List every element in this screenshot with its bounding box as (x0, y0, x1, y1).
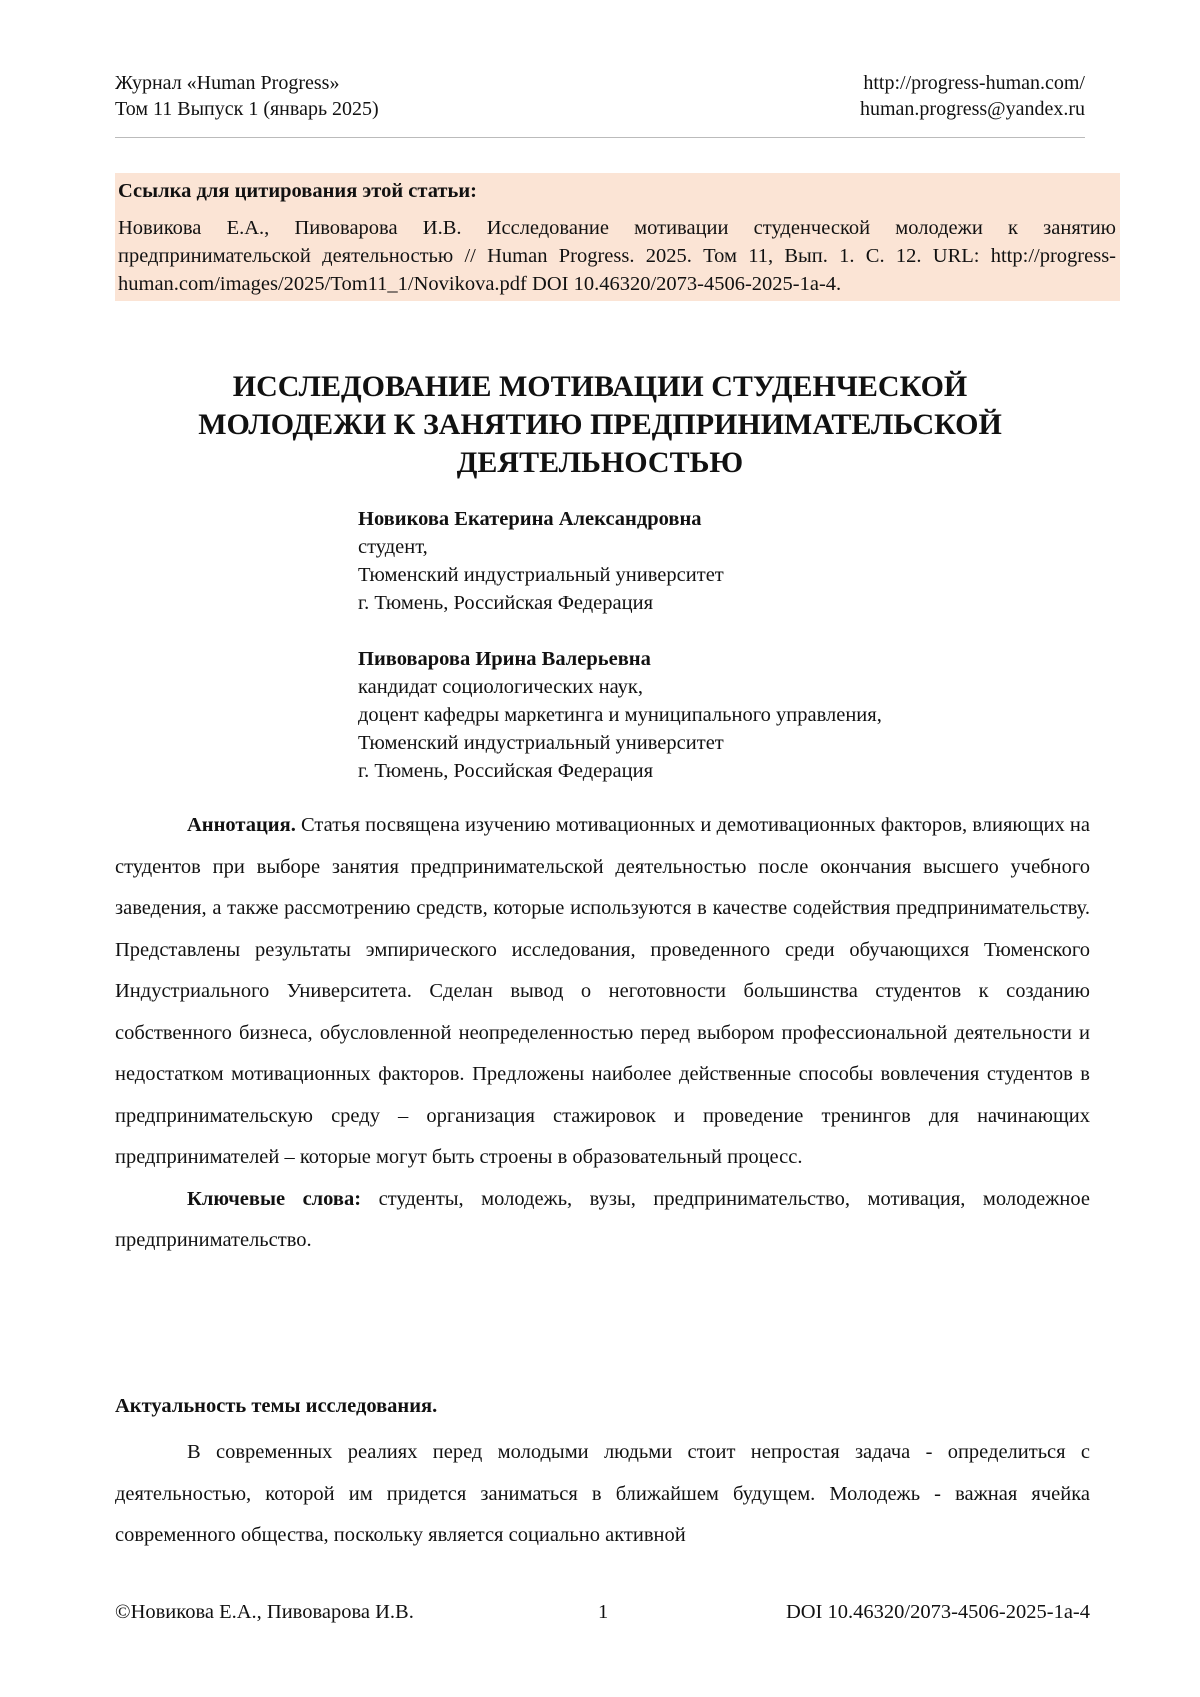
author-location: г. Тюмень, Российская Федерация (358, 592, 653, 614)
author-2 (358, 645, 882, 785)
abstract-text: Статья посвящена изучению мотивационных и демотивационных факторов, влияющих на студентов при выборе занятия предпринимательской деятельностью после окончания высшего учебного заведения, а также рассмотрению средств, которые используются в качестве содействия предпринимательству. Представлены результаты эмпирического исследования, проведенного среди обучающихся Тюменского Индустриального Университета. Сделан вывод о неготовности большинства студентов к созданию собственного бизнеса, обусловленной неопределенностью перед выбором профессиональной деятельности и недостатком мотивационных факторов. Предложены наиболее действенные способы вовлечения студентов в предпринимательскую среду – организация стажировок и проведение тренингов для начинающих предпринимателей – которые могут быть строены в образовательный процесс. (115, 814, 1090, 1168)
author-position: доцент кафедры маркетинга и муниципального управления, (358, 704, 882, 726)
abstract-paragraph (115, 805, 1090, 1179)
title-line: ДЕЯТЕЛЬНОСТЬЮ (456, 446, 744, 479)
citation-box (115, 173, 1120, 301)
author-affiliation: Тюменский индустриальный университет (358, 564, 724, 586)
title-line: МОЛОДЕЖИ К ЗАНЯТИЮ ПРЕДПРИНИМАТЕЛЬСКОЙ (198, 408, 1002, 441)
abstract-section (115, 805, 1090, 1262)
section-body (115, 1432, 1090, 1557)
footer-doi: DOI 10.46320/2073-4506-2025-1a-4 (785, 1601, 1090, 1623)
footer-copyright: ©Новикова Е.А., Пивоварова И.В. (115, 1601, 414, 1623)
citation-text: Новикова Е.А., Пивоварова И.В. Исследование мотивации студенческой молодежи к занятию предпринимательской деятельностью // Human Progress. 2025. Том 11, Вып. 1. С. 12. URL: http://progress-human.com/images/2025/Tom11_1/Novikova.pdf DOI 10.46320/2073-4506-2025-1a-4. (118, 217, 1116, 295)
journal-name: Журнал «Human Progress» (115, 72, 340, 94)
section-heading: Актуальность темы исследования. (115, 1395, 438, 1417)
author-affiliation: Тюменский индустриальный университет (358, 732, 724, 754)
journal-url[interactable]: http://progress-human.com/ (863, 72, 1085, 94)
keywords-label: Ключевые слова: (187, 1187, 362, 1210)
header-divider (115, 137, 1085, 138)
author-location: г. Тюмень, Российская Федерация (358, 760, 653, 782)
article-title (150, 368, 1050, 482)
keywords-text: студенты, молодежь, вузы, предпринимательство, мотивация, молодежное предпринимательство. (115, 1187, 1091, 1251)
author-name: Новикова Екатерина Александровна (358, 508, 702, 530)
author-degree: кандидат социологических наук, (358, 676, 644, 698)
author-position: студент, (358, 536, 428, 558)
journal-email[interactable]: human.progress@yandex.ru (859, 98, 1085, 120)
abstract-label: Аннотация. (187, 814, 296, 836)
citation-label: Ссылка для цитирования этой статьи: (118, 180, 477, 202)
title-line: ИССЛЕДОВАНИЕ МОТИВАЦИИ СТУДЕНЧЕСКОЙ (232, 370, 968, 403)
authors-block (358, 505, 882, 785)
journal-issue: Том 11 Выпуск 1 (январь 2025) (115, 98, 379, 120)
author-name: Пивоварова Ирина Валерьевна (358, 648, 651, 670)
author-1 (358, 505, 882, 617)
section-paragraph: В современных реалиях перед молодыми людьми стоит непростая задача - определиться с деятельностью, которой им придется заниматься в ближайшем будущем. Молодежь - важная ячейка современного общества, поскольку является социально активной (115, 1441, 1090, 1546)
keywords-paragraph (115, 1179, 1090, 1262)
page-number: 1 (598, 1601, 609, 1623)
